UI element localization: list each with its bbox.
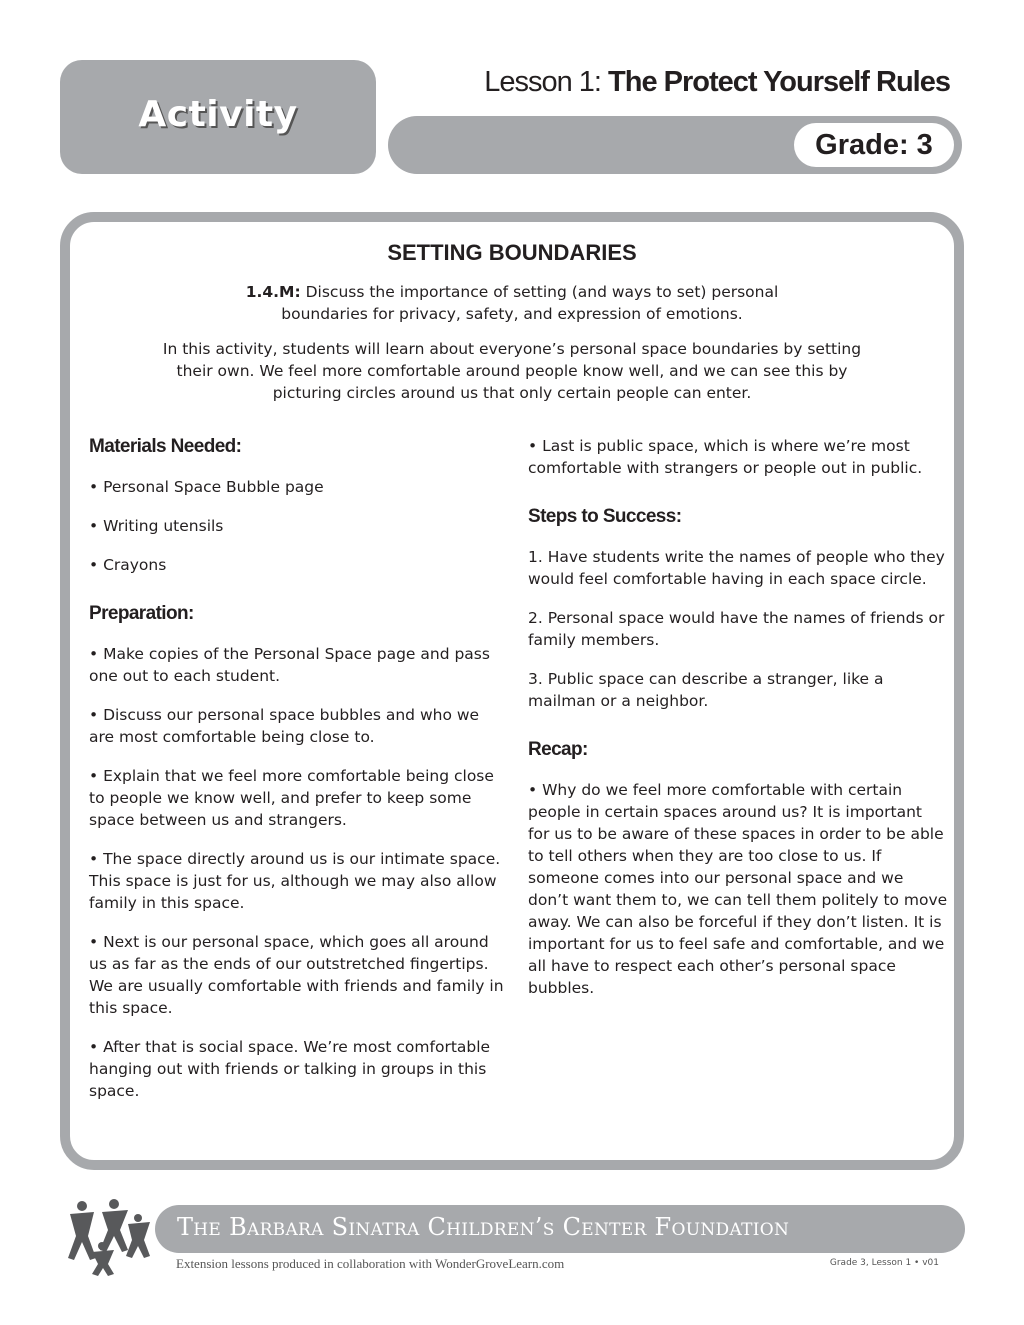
step-item: 3. Public space can describe a stranger, like a mailman or a neighbor. <box>528 670 884 710</box>
standard-code: 1.4.M: <box>245 283 301 301</box>
standard-line-2: boundaries for privacy, safety, and expression of emotions. <box>281 305 743 323</box>
right-column <box>528 435 948 1016</box>
footer-bar <box>155 1205 965 1253</box>
foundation-name: The Barbara Sinatra Children’s Center Foundation <box>177 1213 790 1241</box>
step-item: 1. Have students write the names of people who they would feel comfortable having in each space circle. <box>528 548 945 588</box>
materials-item: • Writing utensils <box>89 517 224 535</box>
lesson-prefix: Lesson 1: <box>484 66 601 98</box>
activity-label: Activity <box>138 94 298 135</box>
grade-badge: Grade: 3 <box>794 123 954 167</box>
preparation-item: • The space directly around us is our intimate space. This space is just for us, although we may also allow family in this space. <box>89 850 501 912</box>
preparation-heading: Preparation: <box>89 603 194 624</box>
materials-item: • Crayons <box>89 556 167 574</box>
preparation-item: • Explain that we feel more comfortable being close to people we know well, and prefer to keep some space between us and strangers. <box>89 767 494 829</box>
lesson-name: The Protect Yourself Rules <box>608 66 950 98</box>
preparation-item: • After that is social space. We’re most comfortable hanging out with friends or talking in groups in this space. <box>89 1038 491 1100</box>
steps-heading: Steps to Success: <box>528 506 682 527</box>
intro-line-2: their own. We feel more comfortable around people know well, and we can see this by <box>176 362 848 380</box>
standard-text <box>0 281 1024 325</box>
preparation-item: • Discuss our personal space bubbles and who we are most comfortable being close to. <box>89 706 480 746</box>
materials-item: • Personal Space Bubble page <box>89 478 324 496</box>
activity-tab <box>60 60 376 174</box>
step-item: 2. Personal space would have the names of friends or family members. <box>528 609 945 649</box>
materials-heading: Materials Needed: <box>89 436 242 457</box>
intro-text <box>0 338 1024 404</box>
section-heading: SETTING BOUNDARIES <box>387 240 637 265</box>
preparation-item: • Next is our personal space, which goes all around us as far as the ends of our outstretched fingertips. We are usually comfortable with friends and family in this space. <box>89 933 504 1017</box>
intro-line-3: picturing circles around us that only certain people can enter. <box>272 384 752 402</box>
preparation-item: • Last is public space, which is where we’re most comfortable with strangers or people out in public. <box>528 437 923 477</box>
grade-bar <box>388 116 962 174</box>
left-column <box>89 436 505 1119</box>
standard-line-1: Discuss the importance of setting (and ways to set) personal <box>305 283 779 301</box>
lesson-title <box>484 66 950 99</box>
intro-line-1: In this activity, students will learn about everyone’s personal space boundaries by setting <box>162 340 862 358</box>
preparation-item: • Make copies of the Personal Space page and pass one out to each student. <box>89 645 490 685</box>
recap-text: • Why do we feel more comfortable with certain people in certain spaces around us? It is important for us to be aware of these spaces in order to be able to tell others when they are too close to us. If someone comes into our personal space and we don’t want them to, we can tell them politely to move away. We can also be forceful if they don’t listen. It is important for us to feel safe and comfortable, and we all have to respect each other’s personal space bubbles. <box>528 781 948 997</box>
footer-version: Grade 3, Lesson 1 • v01 <box>829 1258 939 1268</box>
foundation-logo-icon <box>58 1196 154 1276</box>
recap-heading: Recap: <box>528 739 588 760</box>
footer-note: Extension lessons produced in collaboration with WonderGroveLearn.com <box>176 1256 565 1271</box>
